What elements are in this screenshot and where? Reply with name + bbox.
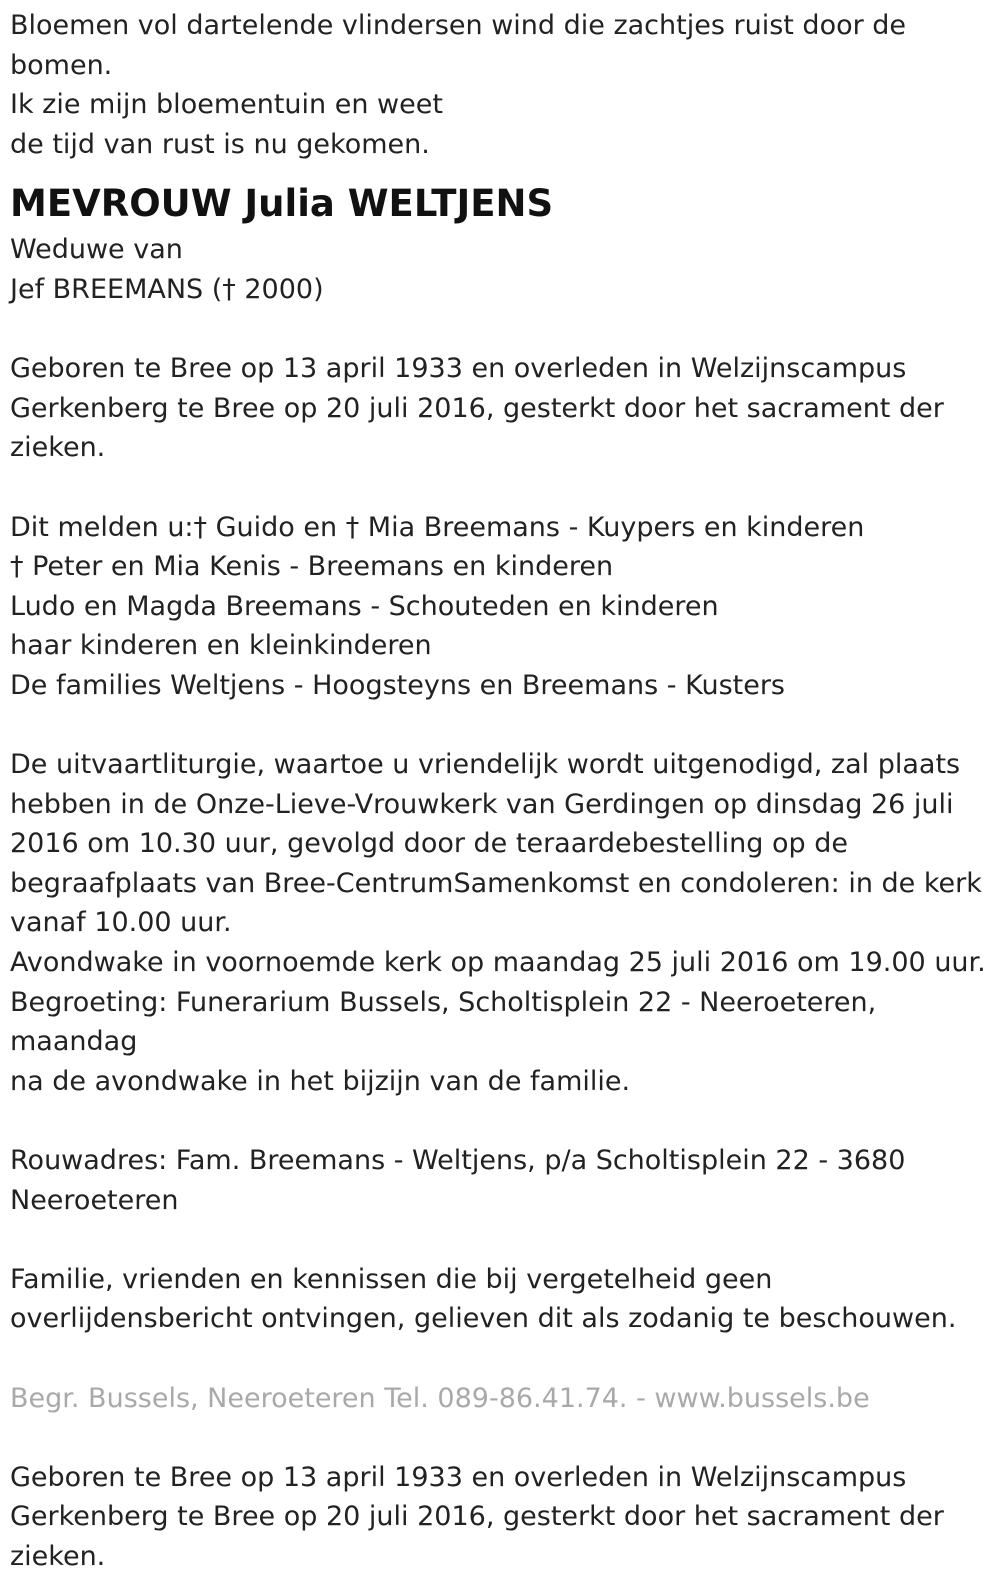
address-paragraph [10,1141,990,1220]
text-line: zieken. [10,1540,106,1572]
text-line: Avondwake in voornoemde kerk op maandag 25 juli 2016 om 19.00 uur. [10,947,986,979]
notice-paragraph [10,1260,990,1339]
text-line: Rouwadres: Fam. Breemans - Weltjens, p/a Scholtisplein 22 - 3680 [10,1145,906,1177]
text-line: 2016 om 10.30 uur, gevolgd door de teraardebestelling op de [10,828,848,860]
text-line: Geboren te Bree op 13 april 1933 en overleden in Welzijnscampus [10,353,907,385]
text-line: overlijdensbericht ontvingen, gelieven dit als zodanig te beschouwen. [10,1303,957,1335]
spacer [10,1101,990,1141]
spacer [10,1339,990,1379]
spacer [10,1220,990,1260]
text-line: Geboren te Bree op 13 april 1933 en overleden in Welzijnscampus [10,1461,907,1493]
birth-death-repeat-paragraph [10,1458,990,1577]
undertaker-text: Begr. Bussels, Neeroeteren Tel. 089-86.41.74. - www.bussels.be [10,1382,870,1414]
text-line: De families Weltjens - Hoogsteyns en Breemans - Kusters [10,669,785,701]
poem [10,6,990,164]
poem-line: Bloemen vol dartelende vlindersen wind die zachtjes ruist door de [10,10,907,41]
text-line: Begroeting: Funerarium Bussels, Scholtisplein 22 - Neeroeteren, maandag [10,986,877,1058]
relation-label: Weduwe van [10,234,183,266]
text-line: Gerkenberg te Bree op 20 juli 2016, gesterkt door het sacrament der [10,1501,944,1533]
text-line: haar kinderen en kleinkinderen [10,630,432,662]
spacer [10,1418,990,1458]
widow-of [10,230,990,309]
funeral-paragraph [10,745,990,1101]
text-line: hebben in de Onze-Lieve-Vrouwkerk van Gerdingen op dinsdag 26 juli [10,788,954,820]
poem-line: de tijd van rust is nu gekomen. [10,128,430,160]
spacer [10,706,990,746]
deceased-name: MEVROUW Julia WELTJENS [10,182,554,226]
text-line: begraafplaats van Bree-CentrumSamenkomst en condoleren: in de kerk [10,867,982,899]
text-line: na de avondwake in het bijzijn van de familie. [10,1065,631,1097]
text-line: zieken. [10,432,106,464]
text-line: Dit melden u:† Guido en † Mia Breemans - Kuypers en kinderen [10,511,865,543]
text-line: Gerkenberg te Bree op 20 juli 2016, gesterkt door het sacrament der [10,392,944,424]
spacer [10,468,990,508]
text-line: Ludo en Magda Breemans - Schouteden en kinderen [10,590,719,622]
poem-line: bomen. [10,49,113,81]
text-line: De uitvaartliturgie, waartoe u vriendelijk wordt uitgenodigd, zal plaats [10,749,961,781]
spacer [10,310,990,350]
text-line: Familie, vrienden en kennissen die bij vergetelheid geen [10,1263,773,1295]
poem-line: Ik zie mijn bloementuin en weet [10,89,443,121]
undertaker-line [10,1379,990,1419]
spouse-name: Jef BREEMANS († 2000) [10,273,324,305]
text-line: vanaf 10.00 uur. [10,907,232,939]
birth-death-paragraph [10,349,990,468]
text-line: † Peter en Mia Kenis - Breemans en kinderen [10,551,614,583]
announcers-paragraph [10,508,990,706]
text-line: Neeroeteren [10,1184,179,1216]
